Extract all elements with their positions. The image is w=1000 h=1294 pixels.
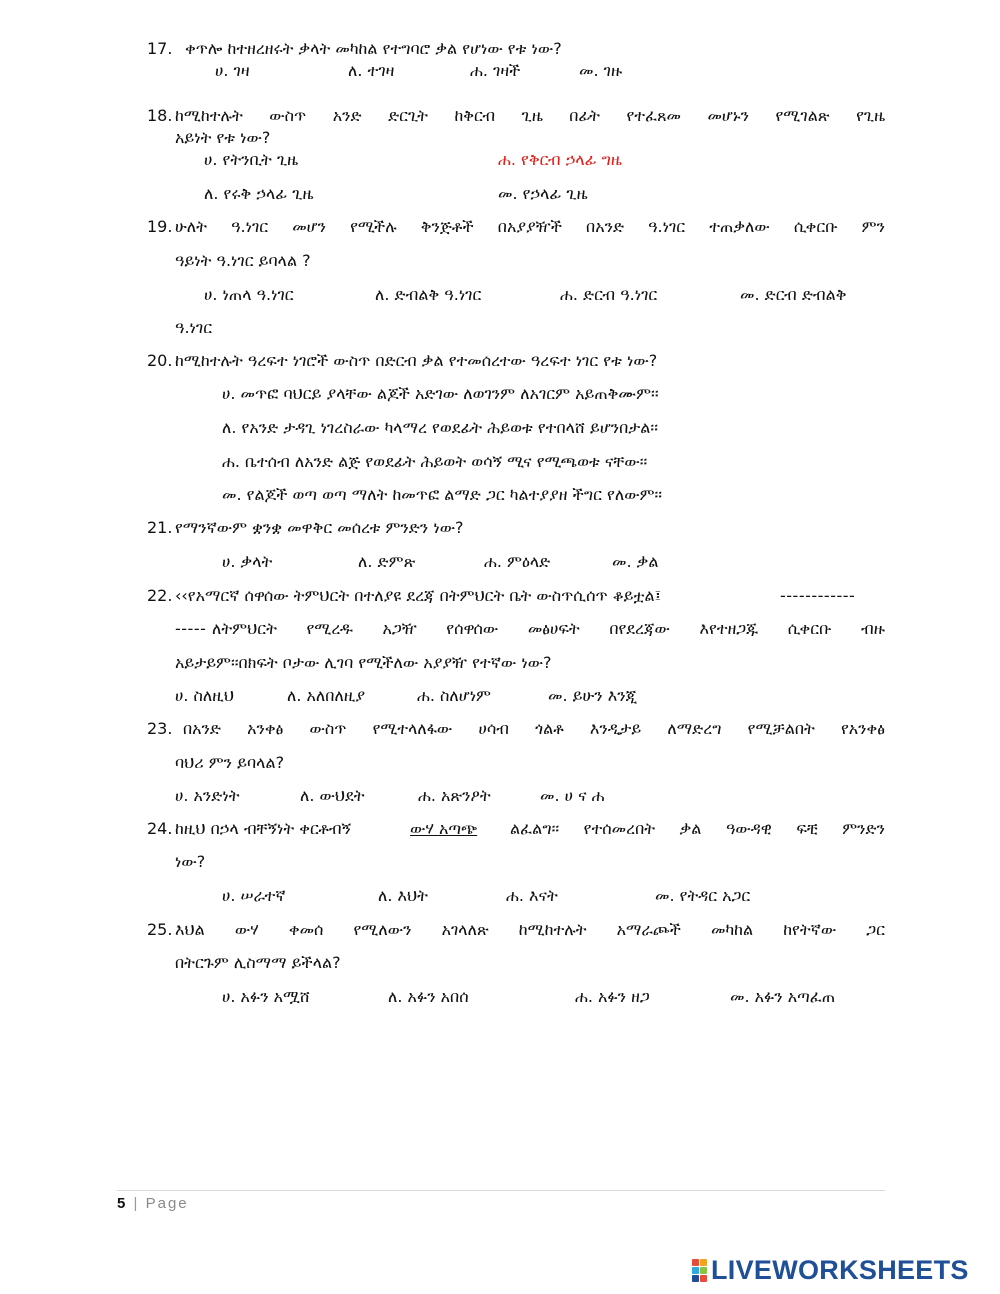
option-c[interactable]: ሐ. እናት [506,886,558,905]
page-number: 5 [117,1195,126,1212]
footer-separator: | [133,1195,138,1212]
logo-cell [700,1275,707,1282]
option-b[interactable]: ለ. የሩቅ ኃላፊ ጊዜ [204,184,314,203]
question-text-line-2: ለትምህርት የሚረዱ አጋዥ የሰዋሰው መፅሀፍት በየደረጃው እየተዘጋጁ ሲቀርቡ ብዙ [212,619,885,638]
option-d-wrap: ዓ.ነገር [175,318,213,337]
option-c[interactable]: ሐ. ድርብ ዓ.ነገር [560,285,658,304]
option-c[interactable]: ሐ. ገዛች [470,61,521,80]
question-text-line-1: እህል ውሃ ቀመሰ የሚለውን አገላለጽ ከሚከተሉት አማራጮች መካከል ከየትኛው ጋር [175,920,885,939]
option-d[interactable]: መ. ድርብ ድብልቅ [740,285,847,304]
option-d[interactable]: መ. የልጆች ወጣ ወጣ ማለት ከመጥፎ ልማድ ጋር ካልተያያዘ ችግር የለውም፡፡ [222,485,663,504]
option-a[interactable]: ሀ. ስለዚህ [175,686,235,705]
option-b[interactable]: ለ. አፉን አበሰ [388,987,469,1006]
question-number: 22. [147,586,173,605]
option-d[interactable]: መ. የትዳር አጋር [655,886,751,905]
logo-text: LIVEWORKSHEETS [711,1254,969,1285]
question-number: 23. [147,719,173,738]
page-label: Page [145,1195,189,1212]
question-text-line-3: አይታይም፡፡በክፍት ቦታው ሊገባ የሚችለው አያያዥ የተኛው ነው? [175,653,552,672]
option-d[interactable]: መ. ሀ ና ሐ [540,786,605,805]
question-text-line-1: ‹‹የአማርኛ ሰዋሰው ትምህርት በተለያዩ ደረጃ በትምህርት ቤት ውስጥሲሰጥ ቆይቷል፤ [175,586,662,605]
question-text-line-2: አይነት የቱ ነው? [175,128,271,147]
question-text-line-1: ከሚከተሉት ውስጥ አንድ ድርጊት ከቅርብ ጊዜ በፊት የተፈጸመ መሆኑን የሚገልጽ የጊዜ [175,106,885,125]
question-number: 19. [147,217,173,236]
blank-dashes: ------------ [780,586,856,605]
question-text: የማንኛውም ቋንቋ መዋቅር መሰረቱ ምንድን ነው? [175,518,464,537]
question-number: 24. [147,819,173,838]
logo-cell [692,1267,699,1274]
option-c[interactable]: ሐ. ቤተሰብ ለአንድ ልጅ የወደፊት ሕይወት ወሳኝ ሚና የሚጫወቱ ናቸው፡፡ [222,452,648,471]
question-number: 20. [147,351,173,370]
option-b[interactable]: ለ. እህት [378,886,428,905]
question-number: 17. [147,39,173,58]
question-text-line-2: ነው? [175,852,206,871]
question-number: 25. [147,920,173,939]
question-text-line-1a: ከዚህ በኃላ ብቸኝነት ቀርቶብኝ [175,819,352,838]
option-a[interactable]: ሀ. አፉን አሟሸ [222,987,310,1006]
liveworksheets-logo [692,1254,969,1285]
option-a[interactable]: ሀ. መጥፎ ባህርይ ያላቸው ልጆች አድገው ለወገንም ለአገርም አይጠቅሙም፡፡ [222,384,659,403]
option-b[interactable]: ለ. ውህደት [300,786,365,805]
option-c[interactable]: ሐ. አፉን ዘጋ [575,987,650,1006]
page-footer [117,1195,189,1212]
question-text-line-2: ዓይነት ዓ.ነገር ይባላል ? [175,251,311,270]
logo-cell [700,1259,707,1266]
option-a[interactable]: ሀ. ሠራተኛ [222,886,286,905]
option-a[interactable]: ሀ. ቃላት [222,552,273,571]
option-a[interactable]: ሀ. ገዛ [215,61,250,80]
logo-cell [692,1259,699,1266]
logo-grid-icon [692,1259,707,1282]
option-b[interactable]: ለ. ድምጽ [358,552,416,571]
option-d[interactable]: መ. አፉን አጣፈጠ [730,987,836,1006]
option-c[interactable]: ሐ. ስለሆነም [417,686,491,705]
option-d[interactable]: መ. የኃላፊ ጊዜ [498,184,588,203]
question-number: 21. [147,518,173,537]
question-number: 18. [147,106,173,125]
option-a[interactable]: ሀ. ነጠላ ዓ.ነገር [204,285,294,304]
option-d[interactable]: መ. ቃል [612,552,659,571]
question-text: ከሚከተሉት ዓረፍተ ነገሮች ውስጥ በድርብ ቃል የተመሰረተው ዓረፍተ ነገር የቱ ነው? [175,351,658,370]
question-text-line-2: ባህሪ ምን ይባላል? [175,753,285,772]
blank-dashes-cont: ----- [175,619,207,638]
question-text-line-1: በአንድ አንቀፅ ውስጥ የሚተላለፋው ሀሳብ ጎልቶ እንዲታይ ለማድረግ የሚቻልበት የአንቀፅ [183,719,885,738]
option-b[interactable]: ለ. ተገዛ [348,61,395,80]
option-d[interactable]: መ. ይሁን እንጂ [548,686,638,705]
option-a[interactable]: ሀ. የትንቢት ጊዜ [204,150,299,169]
option-a[interactable]: ሀ. አንድነት [175,786,240,805]
option-b[interactable]: ለ. አለበለዚያ [287,686,366,705]
option-b[interactable]: ለ. የአንድ ታዳጊ ነገረስራው ካላማረ የወደፊት ሕይወቱ የተበላሸ ይሆንበታል፡፡ [222,418,658,437]
question-text: ቀጥሎ ከተዘረዘሩት ቃላት መካከል የተግባሮ ቃል የሆነው የቱ ነው? [185,39,562,58]
question-text-line-2: በትርጉም ሊስማማ ይችላል? [175,953,341,972]
question-text-line-1: ሁለት ዓ.ነገር መሆን የሚችሉ ቅንጅቶች በአያያዥች በአንድ ዓ.ነገር ተጠቃለው ሲቀርቡ ምን [175,217,885,236]
logo-cell [700,1267,707,1274]
option-c[interactable]: ሐ. አጽንዖት [418,786,491,805]
option-c[interactable]: ሐ. ምዕላድ [484,552,551,571]
logo-cell [692,1275,699,1282]
underlined-phrase: ውሃ አጣጭ [410,819,478,838]
option-c-highlighted[interactable]: ሐ. የቅርብ ኃላፊ ግዜ [498,150,622,169]
option-b[interactable]: ለ. ድብልቅ ዓ.ነገር [375,285,482,304]
question-text-line-1b: ልፈልግ፡፡ የተሰመረበት ቃል ዓውዳዊ ፍቺ ምንድን [510,819,885,838]
footer-divider [117,1190,885,1191]
option-d[interactable]: መ. ገዙ [579,61,623,80]
